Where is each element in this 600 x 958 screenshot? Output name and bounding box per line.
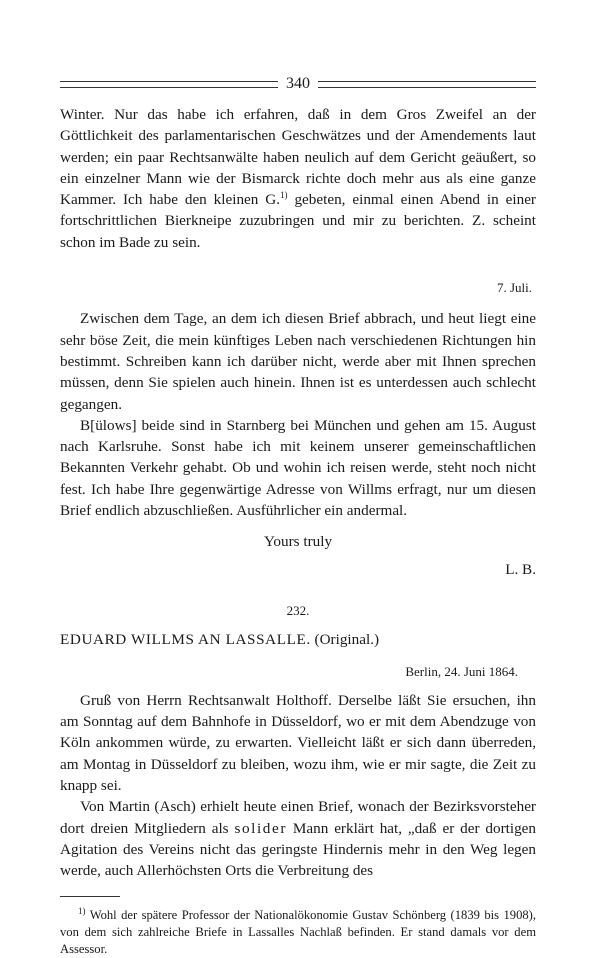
letter-number: 232. — [286, 602, 310, 618]
paragraph-gruss: Gruß von Herrn Rechtsanwalt Holthoff. Derselbe läßt Sie ersuchen, ihn am Sonntag auf dem Bahnhofe in Düsseldorf, wo er mit dem Abendzuge von Köln ankommen würde, zu erwarten. Vielleicht läßt er sich dann überreden, am Montag in Düsseldorf zu bleiben, wozu ihm, wie er mir sagte, die Zeit zu knapp sei. — [60, 691, 536, 795]
letter-title-note: (Original.) — [314, 631, 380, 649]
paragraph-winter: Winter. Nur das habe ich erfahren, daß in dem Gros Zweifel an der Göttlichkeit des parlamentarischen Geschwätzes und der Amendements laut werden; ein paar Rechtsanwälte haben neulich auf dem Gericht geäußert, so ein einzelner Mann wie der Bismarck richte doch mehr aus als eine ganze Kammer. Ich habe den kleinen G.$^{1)}$ gebeten, einmal einen Abend in einer fortschrittlichen Bierkneipe zuzubringen und mir zu berichten. Z. scheint schon im Bade zu sein. — [60, 106, 536, 251]
paragraph-zwischen: Zwischen dem Tage, an dem ich diesen Brief abbrach, und heut liegt eine sehr böse Zeit, die mein künftiges Leben nach verschiedenen Richtungen hin bestimmt. Schreiben kann ich darüber nicht, werde aber mit Ihnen sprechen müssen, denn Sie spielen auch hinein. Ihnen ist es unterdessen auch schlecht gegangen. — [60, 310, 536, 413]
footnote-rule — [60, 896, 120, 897]
date-juli: 7. Juli. — [496, 280, 532, 296]
signature: L. B. — [505, 560, 536, 578]
spaced-word: solider — [234, 819, 288, 837]
header-rule-right — [318, 81, 536, 88]
running-header — [60, 70, 536, 98]
closing: Yours truly — [263, 533, 333, 551]
page-number: 340 — [286, 75, 310, 92]
letter-heading — [60, 629, 536, 650]
date-berlin: Berlin, 24. Juni 1864. — [405, 663, 518, 679]
document-page — [60, 70, 536, 958]
paragraph-martin: Von Martin (Asch) erhielt heute einen Brief, wonach der Bezirksvorsteher dort dreien Mitgliedern als solider Mann erklärt hat, „daß er der dortigen Agitation des Vereins nicht das geringste Hindernis mehr in den Weg legen werde, auch Allerhöchsten Orts die Verbreitung des — [60, 798, 536, 880]
footnote-mark: 1) — [78, 905, 86, 916]
footnote-ref: 1) — [280, 190, 288, 201]
header-rule-left — [60, 81, 278, 88]
letter-title: EDUARD WILLMS AN LASSALLE. — [60, 631, 311, 649]
paragraph-bulows: B[ülows] beide sind in Starnberg bei München und gehen am 15. August nach Karlsruhe. Sonst habe ich mit keinem unserer gemeinschaftlichen Bekannten Verkehr gehabt. Ob und wohin ich reisen werde, steht noch nicht fest. Ich habe Ihre gegenwärtige Adresse von Willms erfragt, nur um diesen Brief endlich abzuschließen. Ausführlicher ein andermal. — [60, 416, 536, 520]
footnote: $^{1)}$ Wohl der spätere Professor der Nationalökonomie Gustav Schönberg (1839 bis 1908), von dem sich zahlreiche Briefe in Lassalles Nachlaß befinden. Er stand damals vor dem Assessor. — [60, 905, 536, 956]
